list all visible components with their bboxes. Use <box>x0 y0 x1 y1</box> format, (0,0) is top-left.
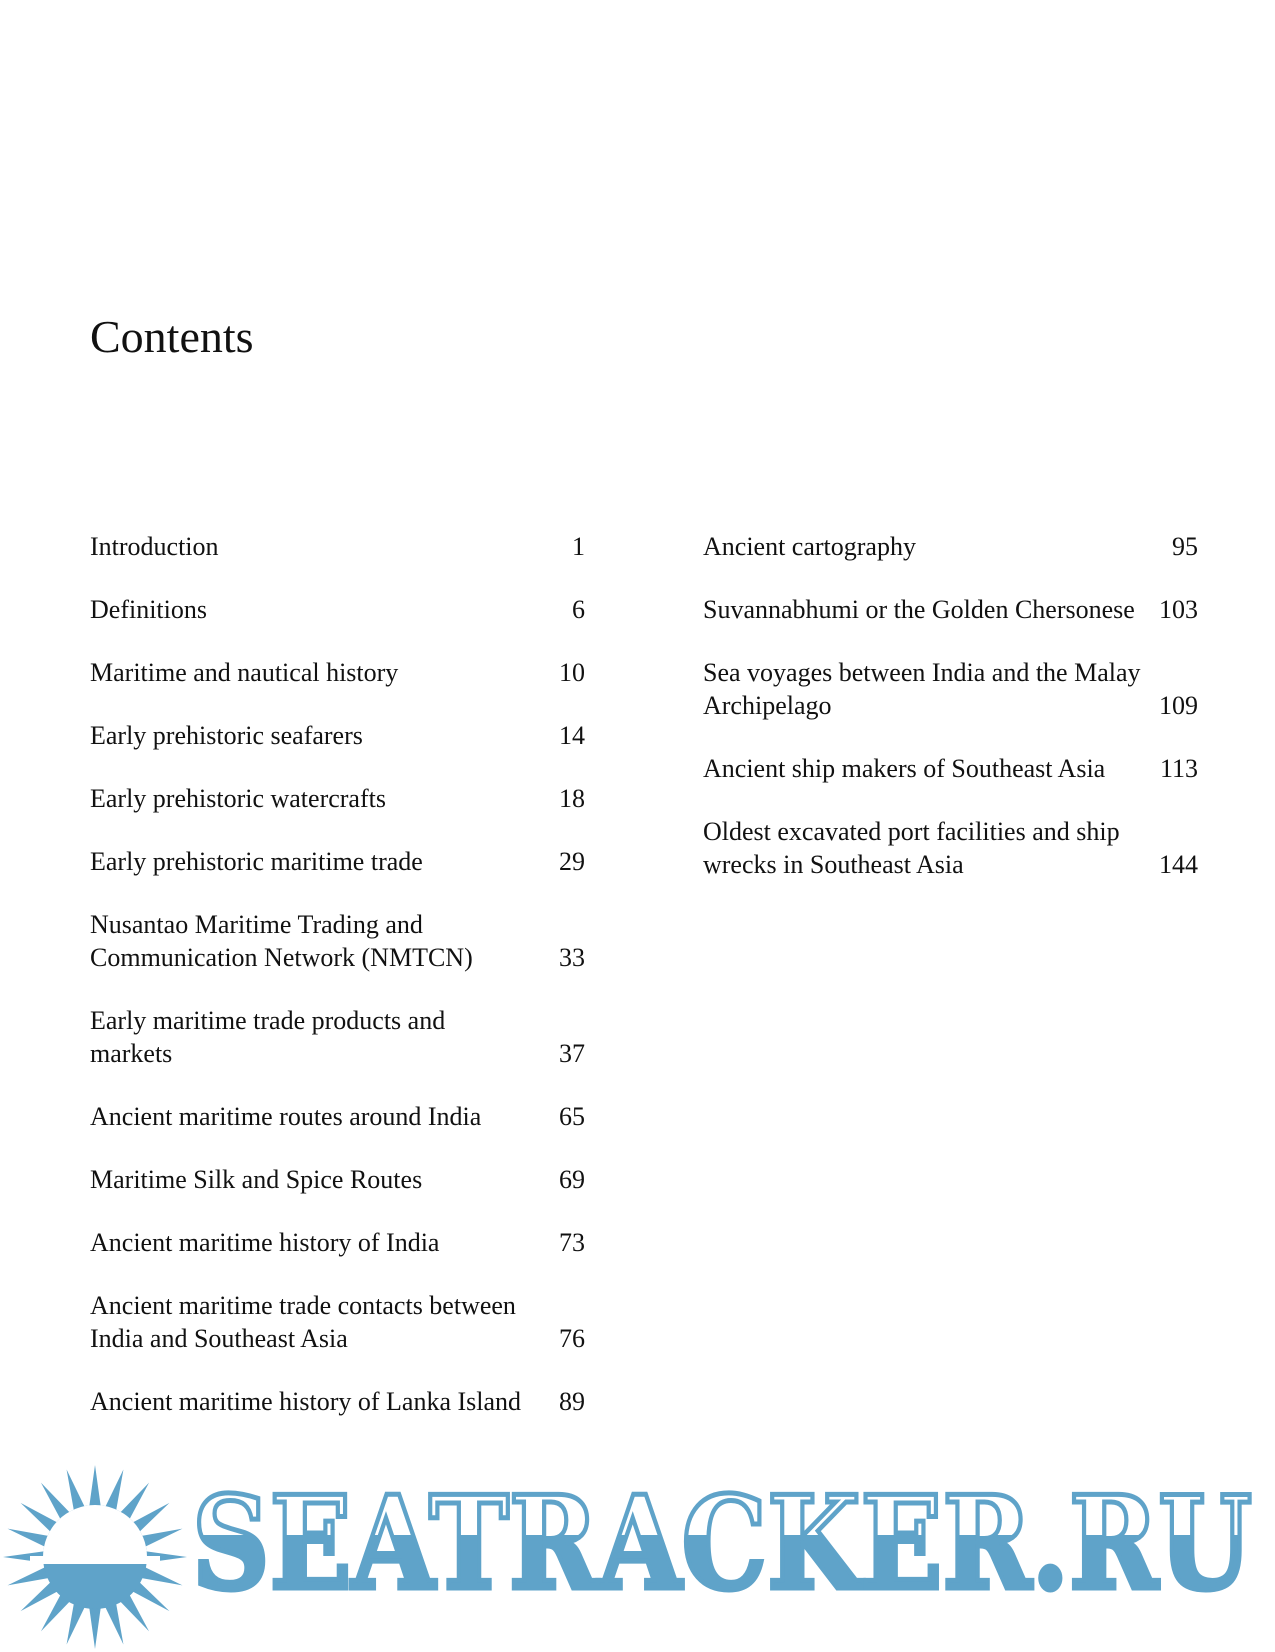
toc-entry <box>90 656 585 689</box>
toc-entry-title: Maritime and nautical history <box>90 658 399 687</box>
toc-entry-title: Ancient cartography <box>703 532 916 561</box>
toc-entry <box>90 1289 585 1355</box>
toc-entry <box>90 908 585 974</box>
toc-entry <box>90 1226 585 1259</box>
toc-entry <box>90 1100 585 1133</box>
toc-entry-title: Oldest excavated port facilities and ship wrecks in Southeast Asia <box>703 817 1120 879</box>
toc-entry <box>90 530 585 563</box>
toc-entry <box>90 1385 585 1418</box>
toc-entry-page: 73 <box>559 1228 585 1257</box>
sun-ray <box>105 1602 124 1644</box>
watermark <box>0 1450 1275 1650</box>
toc-entry-title: Introduction <box>90 532 219 561</box>
toc-entry-title: Early prehistoric watercrafts <box>90 784 386 813</box>
toc-entry-title: Ancient maritime routes around India <box>90 1102 482 1131</box>
toc-entry-page: 76 <box>559 1324 585 1353</box>
toc-entry-page: 95 <box>1172 532 1198 561</box>
toc-entry-title: Ancient maritime trade contacts between India and Southeast Asia <box>90 1291 516 1353</box>
toc-entry <box>703 815 1198 881</box>
toc-entry-title: Early maritime trade products and markets <box>90 1006 446 1068</box>
toc-entry-title: Maritime Silk and Spice Routes <box>90 1165 423 1194</box>
sun-ray <box>67 1470 86 1512</box>
sun-ray <box>105 1470 124 1512</box>
toc-entry-title: Definitions <box>90 595 207 624</box>
toc-entry-page: 144 <box>1159 850 1198 879</box>
toc-entry-title: Sea voyages between India and the Malay Archipelago <box>703 658 1141 720</box>
toc-entry-title: Ancient maritime history of Lanka Island <box>90 1387 522 1416</box>
toc-entry <box>703 656 1198 722</box>
toc-entry-title: Nusantao Maritime Trading and Communication Network (NMTCN) <box>90 910 473 972</box>
toc-entry-page: 89 <box>559 1387 585 1416</box>
toc-right-column <box>703 530 1198 911</box>
toc-entry-page: 10 <box>559 658 585 687</box>
toc-entry-title: Suvannabhumi or the Golden Chersonese <box>703 595 1135 624</box>
toc-entry-title: Early prehistoric seafarers <box>90 721 363 750</box>
toc-entry <box>90 719 585 752</box>
toc-entry <box>90 593 585 626</box>
toc-entry-page: 6 <box>572 595 585 624</box>
toc-entry-page: 37 <box>559 1039 585 1068</box>
page-title: Contents <box>90 311 254 362</box>
toc-entry-page: 69 <box>559 1165 585 1194</box>
toc-entry <box>90 845 585 878</box>
toc-entry-page: 29 <box>559 847 585 876</box>
toc-entry-title: Ancient maritime history of India <box>90 1228 440 1257</box>
sun-ray <box>67 1602 86 1644</box>
toc-entry-page: 18 <box>559 784 585 813</box>
sun-ray <box>140 1529 182 1548</box>
toc-entry <box>703 752 1198 785</box>
toc-entry <box>703 530 1198 563</box>
toc-entry-page: 103 <box>1159 595 1198 624</box>
toc-entry-title: Ancient ship makers of Southeast Asia <box>703 754 1106 783</box>
toc-entry-page: 109 <box>1159 691 1198 720</box>
toc-entry-page: 14 <box>559 721 585 750</box>
sun-ray <box>8 1567 50 1586</box>
toc-entry-page: 33 <box>559 943 585 972</box>
toc-entry <box>90 1004 585 1070</box>
sun-ray <box>140 1567 182 1586</box>
toc-entry <box>90 782 585 815</box>
sun-logo-icon <box>0 1462 190 1652</box>
toc-entry <box>703 593 1198 626</box>
toc-entry-page: 1 <box>572 532 585 561</box>
toc-left-column <box>90 530 585 1448</box>
sun-ray <box>89 1607 101 1649</box>
watermark-logo-text <box>192 1480 1257 1600</box>
sun-ray <box>89 1465 101 1507</box>
toc-entry <box>90 1163 585 1196</box>
watermark-text: SEATRACKER.RU <box>192 1480 1252 1600</box>
sun-ray <box>8 1529 50 1548</box>
toc-entry-title: Early prehistoric maritime trade <box>90 847 423 876</box>
toc-entry-page: 113 <box>1159 754 1198 783</box>
toc-entry-page: 65 <box>559 1102 585 1131</box>
